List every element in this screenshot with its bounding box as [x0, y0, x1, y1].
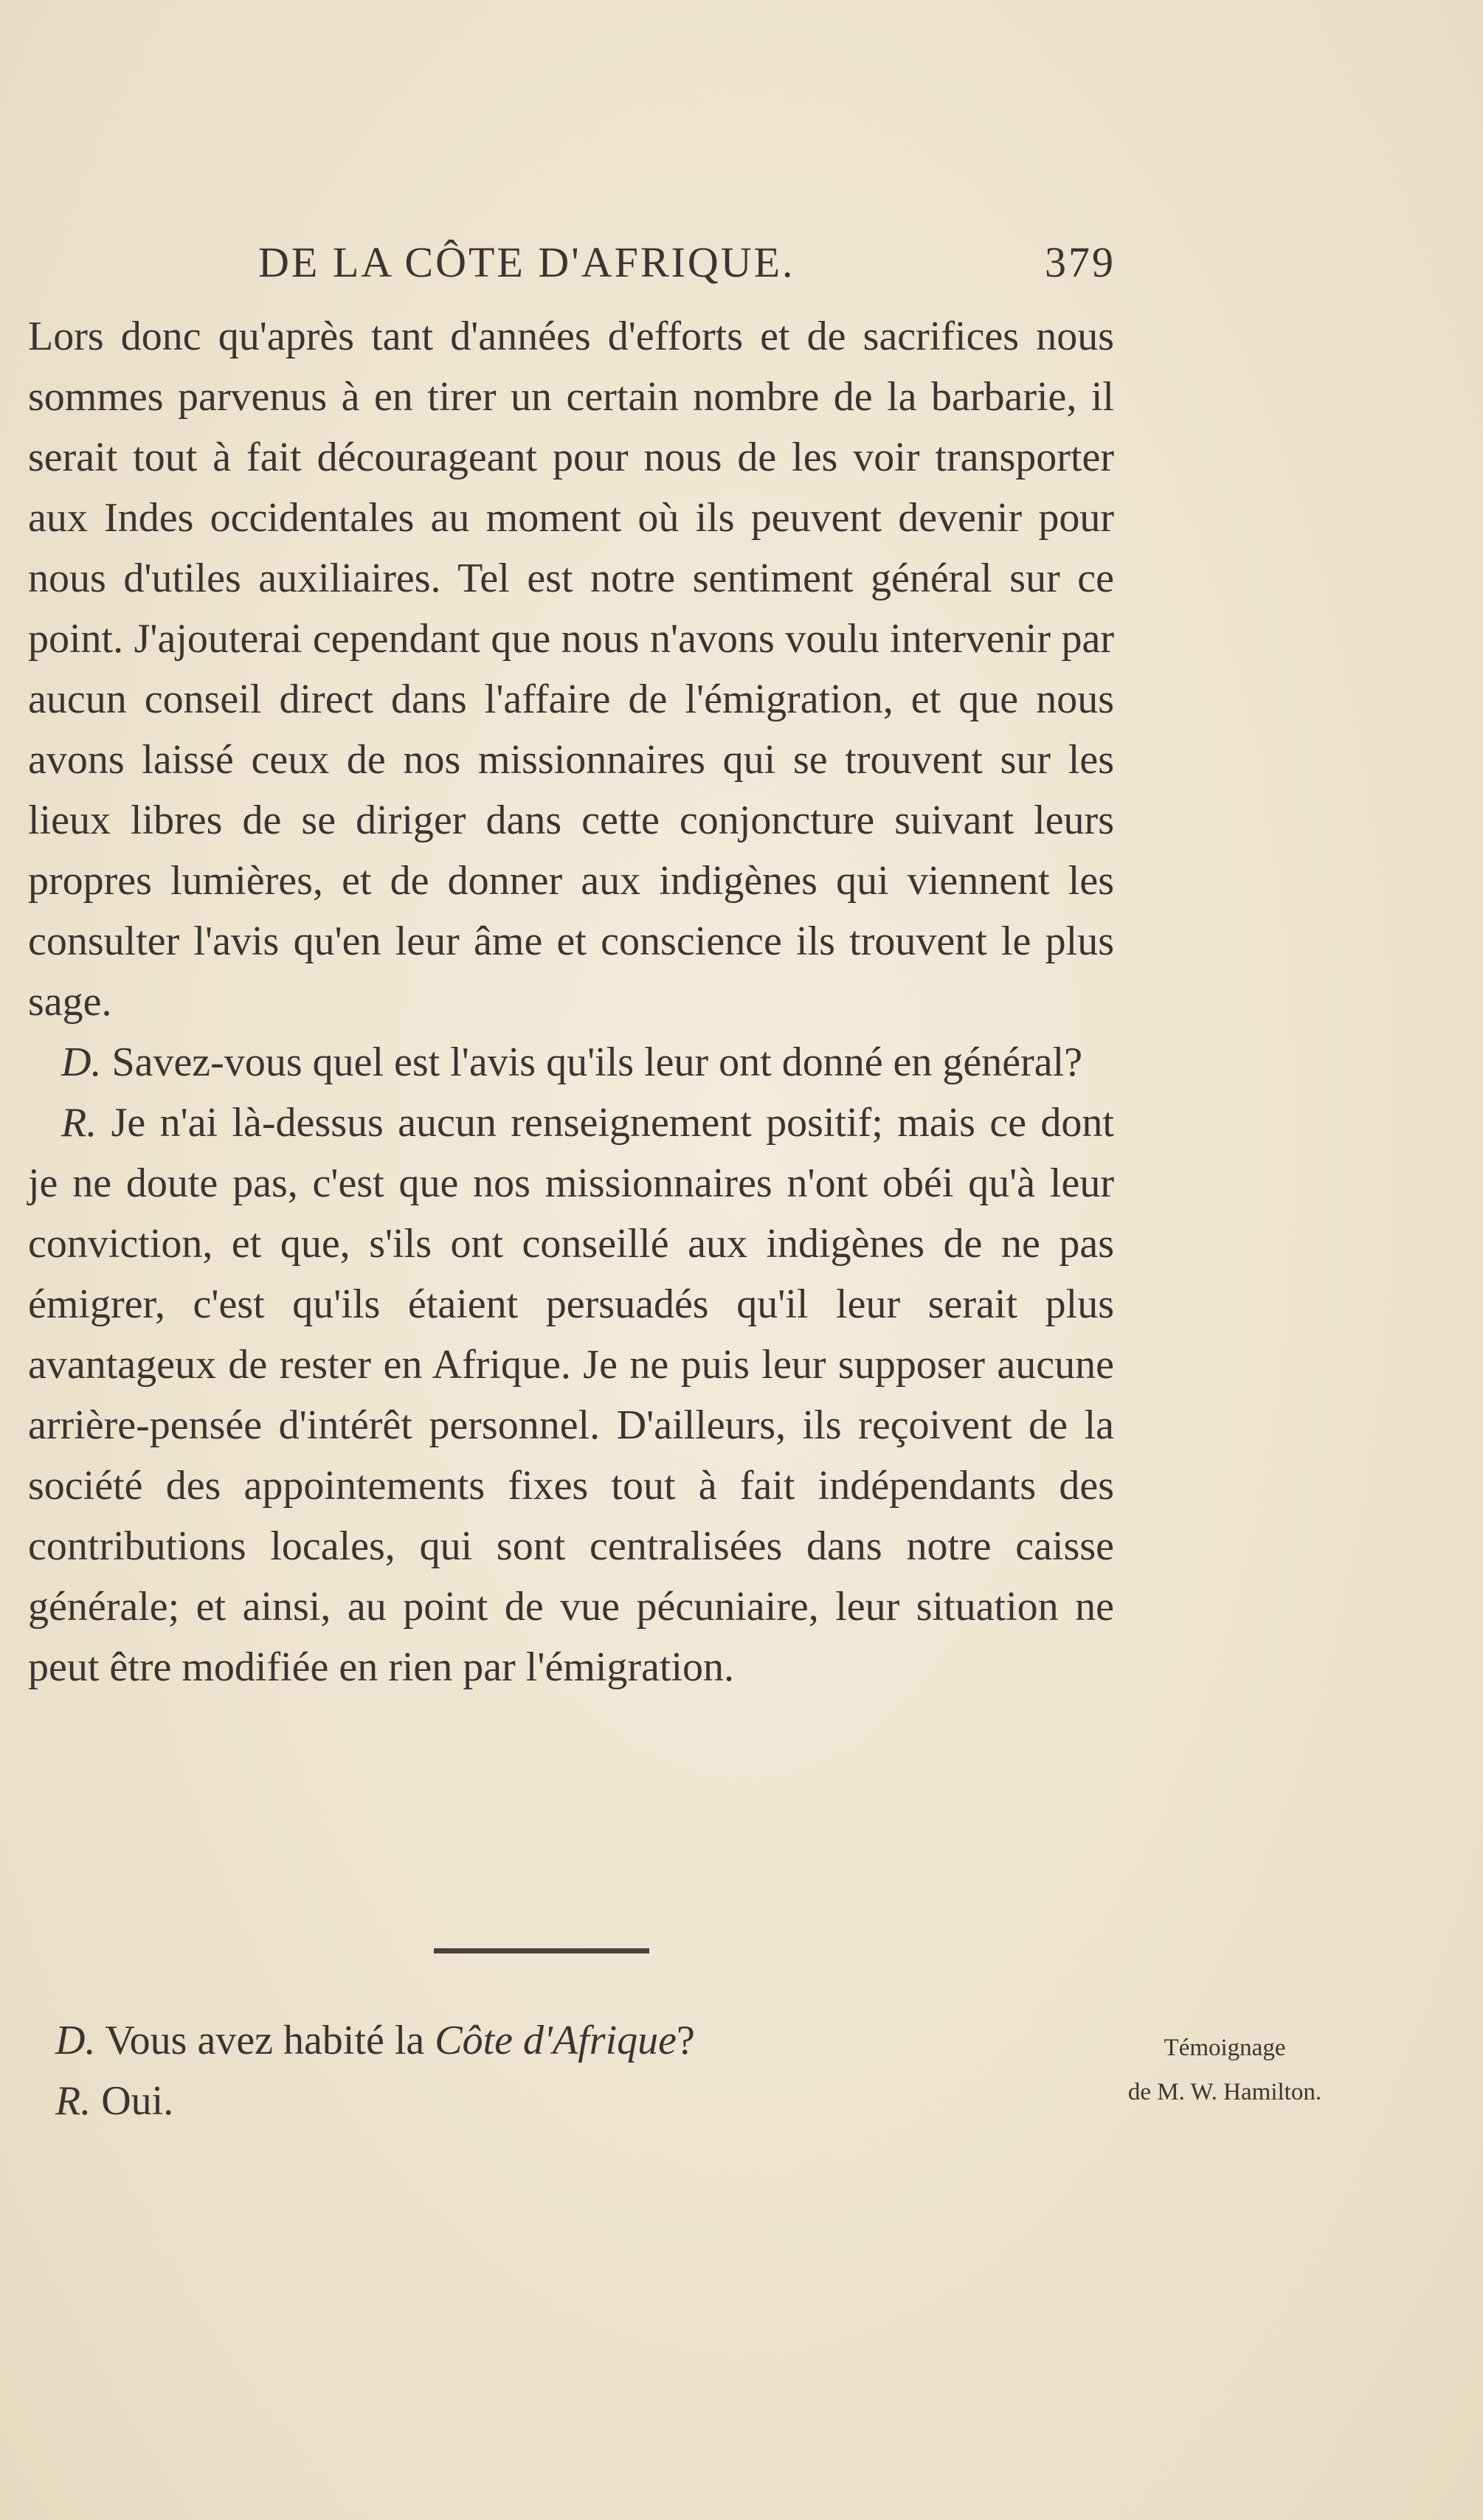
running-head — [0, 238, 1129, 297]
answer-paragraph — [28, 1093, 1114, 1697]
margin-note — [1092, 2026, 1358, 2114]
paragraph-continuation: Lors donc qu'après tant d'années d'efforts et de sacrifices nous sommes parvenus à en tirer un certain nombre de la barbarie, il serait tout à fait décourageant pour nous de les voir transporter aux Indes occidentales au moment où ils peuvent devenir pour nous d'utiles auxiliaires. Tel est notre sentiment général sur ce point. J'ajouterai cependant que nous n'avons voulu intervenir par aucun conseil direct dans l'affaire de l'émigration, et que nous avons laissé ceux de nos missionnaires qui se trouvent sur les lieux libres de se diriger dans cette conjoncture suivant leurs propres lumières, et de donner aux indigènes qui viennent les consulter l'avis qu'en leur âme et conscience ils trouvent le plus sage. — [28, 314, 1114, 1025]
testimony-question-speaker: D. — [55, 2018, 96, 2063]
question-speaker: D. — [61, 1039, 102, 1085]
page-number: 379 — [1045, 238, 1116, 286]
question-paragraph — [28, 1032, 1114, 1093]
question-text: Savez-vous quel est l'avis qu'ils leur ont donné en général? — [101, 1039, 1083, 1085]
testimony-answer — [55, 2071, 867, 2131]
testimony-section — [55, 2010, 867, 2131]
section-divider — [434, 1948, 649, 1953]
testimony-question-text: Vous avez habité la — [95, 2018, 435, 2063]
margin-note-line-1: Témoignage — [1164, 2035, 1286, 2061]
testimony-answer-speaker: R. — [55, 2078, 91, 2124]
testimony-question — [55, 2010, 867, 2071]
answer-speaker: R. — [61, 1100, 97, 1146]
testimony-question-end: ? — [676, 2018, 695, 2063]
margin-note-line-2: de M. W. Hamilton. — [1127, 2079, 1322, 2105]
body-text — [28, 306, 1114, 1697]
running-title: DE LA CÔTE D'AFRIQUE. — [258, 238, 795, 286]
answer-text: Je n'ai là-dessus aucun renseignement positif; mais ce dont je ne doute pas, c'est que nos missionnaires n'ont obéi qu'à leur conviction, et que, s'ils ont conseillé aux indigènes de ne pas émigrer, c'est qu'ils étaient persuadés qu'il leur serait plus avantageux de rester en Afrique. Je ne puis leur supposer aucune arrière-pensée d'intérêt personnel. D'ailleurs, ils reçoivent de la société des appointements fixes tout à fait indépendants des contributions locales, qui sont centralisées dans notre caisse générale; et ainsi, au point de vue pécuniaire, leur situation ne peut être modifiée en rien par l'émigration. — [28, 1100, 1114, 1690]
testimony-question-place: Côte d'Afrique — [435, 2018, 677, 2063]
testimony-answer-text: Oui. — [91, 2078, 174, 2124]
